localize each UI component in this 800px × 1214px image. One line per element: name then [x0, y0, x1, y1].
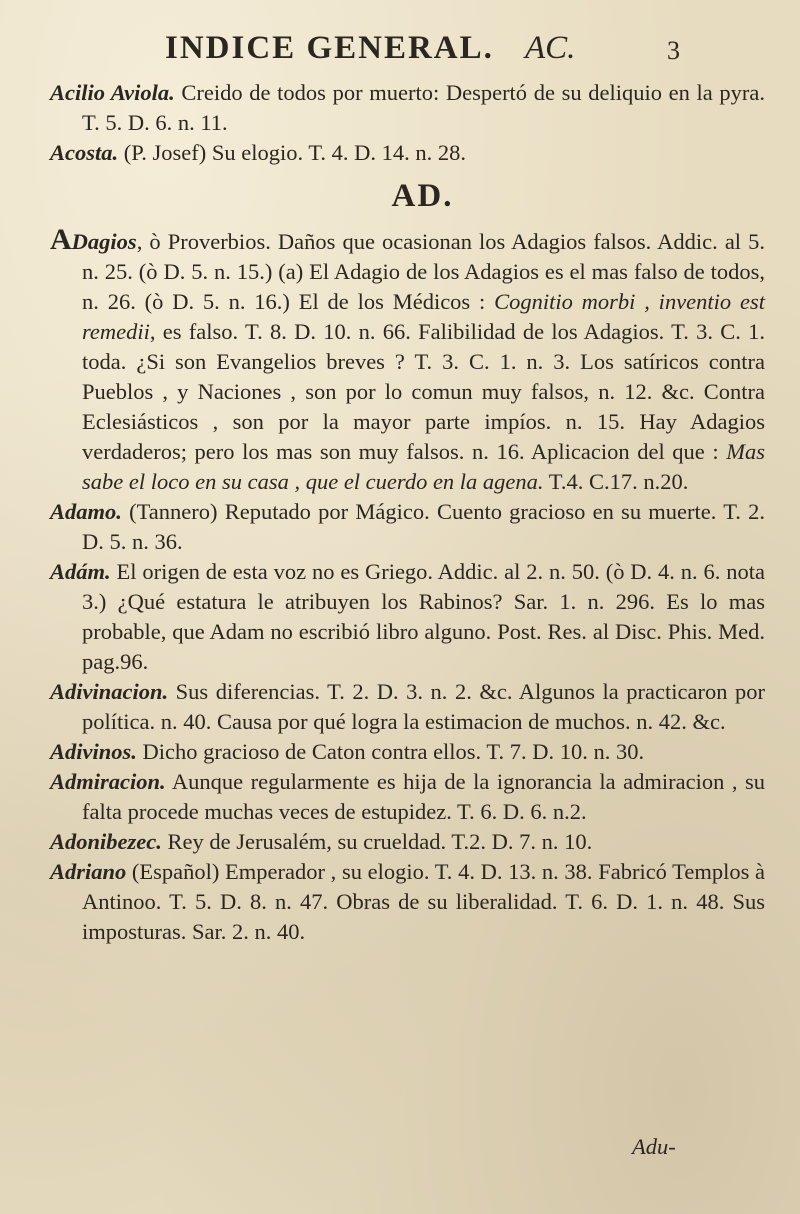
entry-heading: Adamo.	[50, 499, 122, 524]
entry-text: (P. Josef) Su elogio. T. 4. D. 14. n. 28.	[118, 140, 467, 165]
index-entry-adagios	[50, 225, 765, 497]
index-entries	[50, 78, 765, 947]
index-entry	[50, 138, 765, 168]
entry-text: (Español) Emperador , su elogio. T. 4. D. 13. n. 38. Fabricó Templos à Antinoo. T. 5. D. 8. n. 47. Obras de su liberalidad. T. 6. D. 1. n. 48. Sus imposturas. Sar. 2. n. 40.	[82, 859, 765, 944]
index-entry	[50, 737, 765, 767]
entry-text: Sus diferencias. T. 2. D. 3. n. 2. &c. Algunos la practicaron por política. n. 40. Causa por qué logra la estimacion de muchos. n. 42. &c.	[82, 679, 765, 734]
entry-text: Rey de Jerusalém, su crueldad. T.2. D. 7. n. 10.	[161, 829, 593, 854]
entry-heading: Admiracion.	[50, 769, 166, 794]
running-title: INDICE GENERAL.	[165, 30, 494, 66]
entry-text: Dicho gracioso de Caton contra ellos. T. 7. D. 10. n. 30.	[136, 739, 645, 764]
entry-heading: Adivinos.	[50, 739, 137, 764]
entry-text: , ò Proverbios. Daños que ocasionan los Adagios falsos. Addic. al 5. n. 25. (ò D. 5. n. 15.) (a) El Adagio de los Adagios es el mas falso de todos, n. 26. (ò D. 5. n. 16.) El de los Médicos :	[82, 229, 765, 314]
drop-cap: A	[50, 223, 72, 256]
entry-heading: Acilio Aviola.	[50, 80, 175, 105]
section-heading: AD.	[391, 178, 454, 214]
index-entry	[50, 78, 765, 138]
entry-heading: Adivinacion.	[50, 679, 169, 704]
entry-text: Aunque regularmente es hija de la ignorancia la admiracion , su falta procede muchas veces de estupidez. T. 6. D. 6. n.2.	[82, 769, 765, 824]
running-letters: AC.	[525, 30, 576, 66]
catchword: Adu-	[632, 1134, 676, 1159]
latin-quote: Cognitio morbi , inventio est remedii	[82, 289, 765, 344]
entry-text: (Tannero) Reputado por Mágico. Cuento gracioso en su muerte. T. 2. D. 5. n. 36.	[82, 499, 765, 554]
running-header	[0, 10, 800, 70]
index-entry	[50, 497, 765, 557]
index-entry	[50, 677, 765, 737]
index-entry	[50, 767, 765, 827]
entry-text: Creido de todos por muerto: Despertó de su deliquio en la pyra. T. 5. D. 6. n. 11.	[82, 80, 765, 135]
page-number: 3	[667, 36, 680, 65]
entry-text: T.4. C.17. n.20.	[543, 469, 689, 494]
index-entry	[50, 827, 765, 857]
entry-heading: Adám.	[50, 559, 111, 584]
entry-heading: Adriano	[50, 859, 127, 884]
entry-heading: Adonibezec.	[50, 829, 162, 854]
entry-heading: Dagios	[71, 229, 137, 254]
entry-heading: Acosta.	[50, 140, 119, 165]
index-entry	[50, 557, 765, 677]
index-entry	[50, 857, 765, 947]
entry-text: El origen de esta voz no es Griego. Addic. al 2. n. 50. (ò D. 4. n. 6. nota 3.) ¿Qué estatura le atribuyen los Rabinos? Sar. 1. n. 296. Es lo mas probable, que Adam no escribió libro alguno. Post. Res. al Disc. Phis. Med. pag.96.	[82, 559, 765, 674]
proverb-quote: Mas sabe el loco en su casa , que el cuerdo en la agena.	[82, 439, 765, 494]
entry-text: , es falso. T. 8. D. 10. n. 66. Falibilidad de los Adagios. T. 3. C. 1. toda. ¿Si son Evangelios breves ? T. 3. C. 1. n. 3. Los satíricos contra Pueblos , y Naciones , son por lo comun muy falsos, n. 12. &c. Contra Eclesiásticos , son por la mayor parte impíos. n. 15. Hay Adagios verdaderos; pero los mas son muy falsos. n. 16. Aplicacion del que :	[82, 319, 765, 464]
